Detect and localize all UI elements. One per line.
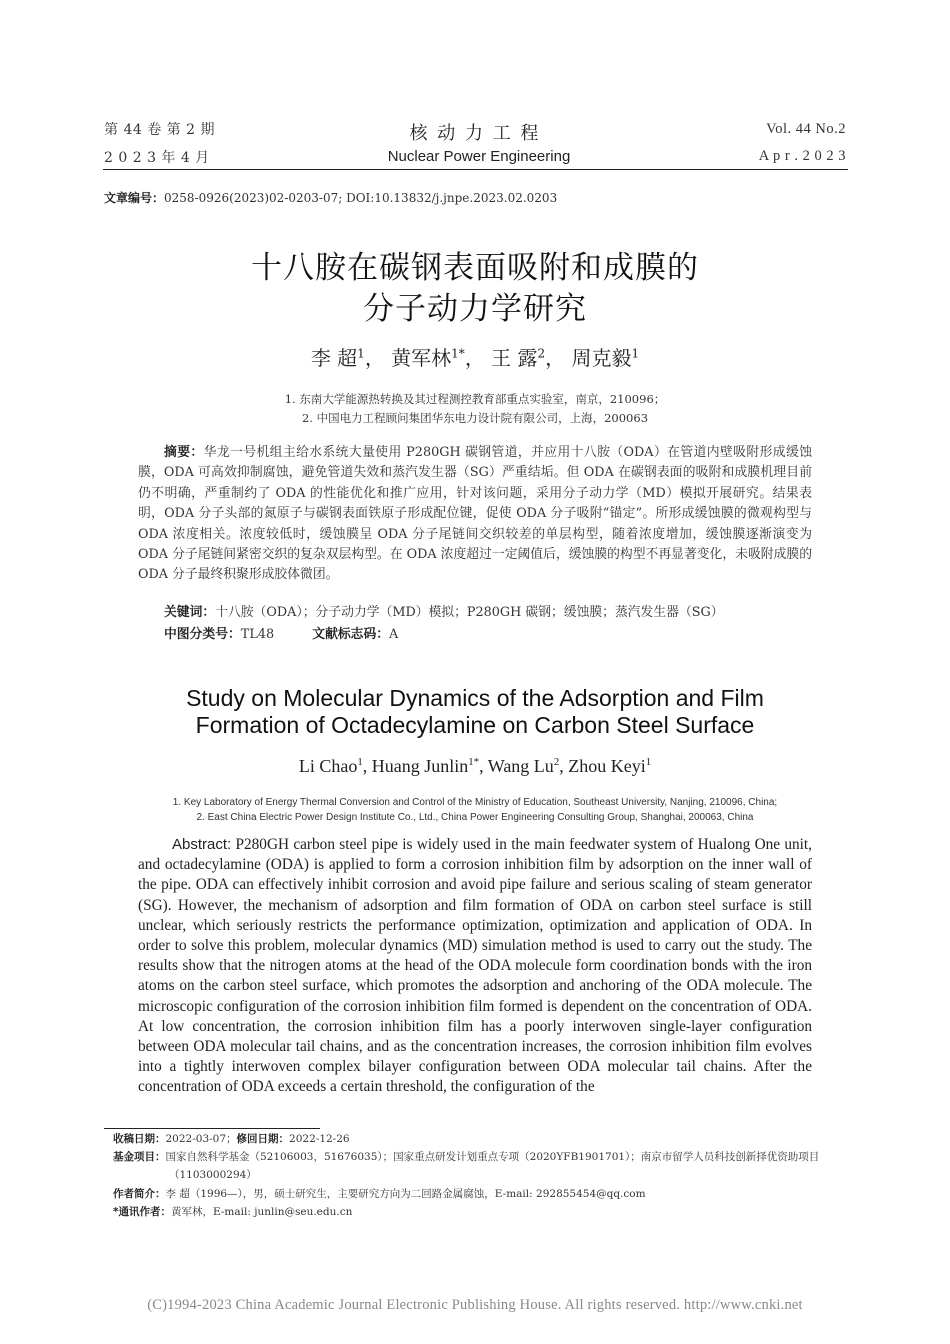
author-en-name: Wang Lu xyxy=(487,756,554,776)
author-cn-name: 周克毅 xyxy=(571,346,632,370)
affiliation-cn: 2. 中国电力工程顾问集团华东电力设计院有限公司，上海，200063 xyxy=(301,411,649,425)
received-value: 2022-03-07； xyxy=(165,1133,237,1145)
fund-label: 基金项目： xyxy=(113,1151,166,1163)
keywords-cn-label: 关键词： xyxy=(164,605,216,620)
author-cn-sup: 1 xyxy=(631,346,640,361)
classification xyxy=(138,625,812,645)
affiliation-cn: 1. 东南大学能源热转换及其过程测控教育部重点实验室，南京，210096； xyxy=(284,392,666,406)
abstract-en-text: P280GH carbon steel pipe is widely used in the main feedwater system of Hualong One unit, and octadecylamine (ODA) is applied to form a corrosion inhibition film by adsorption on the inner wall of the pipe. ODA can effectively inhibit corrosion and avoid pipe failure and serious scaling of steam generator (SG). However, the mechanism of adsorption and film formation of ODA on carbon steel surface is still unclear, which seriously restricts the performance optimization, optimization and application of ODA. In order to solve this problem, molecular dynamics (MD) simulation method is used to carry out the study. The results show that the nitrogen atoms at the head of the ODA molecule form coordination bonds with the iron atoms on the carbon steel surface, which promotes the adsorption and anchoring of the ODA molecule. The microscopic configuration of the corrosion inhibition film formed is dependent on the concentration of ODA. At low concentration, the corrosion inhibition film has a poorly interwoven single-layer configuration between ODA molecular tail chains, and as the concentration increases, the corrosion inhibition film evolves into a tightly interwoven complex bilayer configuration between ODA molecular tail chains. After the concentration of ODA exceeds a certain threshold, the configuration of the xyxy=(138,836,812,1096)
header-volume-cn: 第 44 卷 第 2 期 xyxy=(104,122,215,138)
author-cn-sep: ， xyxy=(545,346,566,370)
author-cn-name: 黄军林 xyxy=(391,346,452,370)
corresponding-value: 黄军林，E-mail: junlin@seu.edu.cn xyxy=(171,1206,353,1218)
abstract-cn-label: 摘要： xyxy=(164,445,204,460)
received-label: 收稿日期： xyxy=(113,1133,166,1145)
author-cn-sup: 2 xyxy=(537,346,546,361)
clc-value: TL48 xyxy=(240,627,275,642)
author-en-sup: 1 xyxy=(645,756,652,768)
author-en-sep: , xyxy=(362,756,372,776)
doc-code-value: A xyxy=(389,627,399,642)
affiliation-en: 1. Key Laboratory of Energy Thermal Conversion and Control of the Ministry of Education, Southeast University, Nanjing, 210096, China; xyxy=(172,797,778,808)
title-en-line1: Study on Molecular Dynamics of the Adsorption and Film xyxy=(186,685,764,711)
author-en-sup: 1 xyxy=(357,756,363,768)
abstract-cn xyxy=(138,443,812,586)
title-en-line2: Formation of Octadecylamine on Carbon Steel Surface xyxy=(195,712,755,738)
corresponding-label: *通讯作者： xyxy=(113,1206,171,1218)
fund-value: 国家自然科学基金（52106003，51676035）；国家重点研发计划重点专项（2020YFB1901701）；南京市留学人员科技创新择优资助项目（1103000294） xyxy=(165,1151,820,1181)
header-rule xyxy=(103,169,848,170)
author-en-name: Huang Junlin xyxy=(371,756,469,776)
clc-label: 中图分类号： xyxy=(164,627,241,642)
abstract-cn-text: 华龙一号机组主给水系统大量使用 P280GH 碳钢管道，并应用十八胺（ODA）在管道内壁吸附形成缓蚀膜，ODA 可高效抑制腐蚀，避免管道失效和蒸汽发生器（SG）严重结垢。但 ODA 在碳钢表面的吸附和成膜机理目前仍不明确，严重制约了 ODA 的性能优化和推广应用，针对该问题，采用分子动力学（MD）模拟开展研究。结果表明，ODA 分子头部的氮原子与碳钢表面铁原子形成配位键，促使 ODA 分子吸附“锚定”。所形成缓蚀膜的微观构型与 ODA 浓度相关。浓度较低时，缓蚀膜呈 ODA 分子尾链间交织较差的单层构型，随着浓度增加，缓蚀膜逐渐演变为 ODA 分子尾链间紧密交织的复杂双层构型。在 ODA 浓度超过一定阈值后，缓蚀膜的构型不再显著变化，未吸附成膜的 ODA 分子最终积聚形成胶体微团。 xyxy=(138,445,813,583)
author-en-sep: , xyxy=(479,756,488,776)
header-date-en: A p r . 2 0 2 3 xyxy=(758,148,846,164)
header-journal-en: Nuclear Power Engineering xyxy=(387,148,571,165)
author-en-sup: 2 xyxy=(553,756,560,768)
author-bio-value: 李 超（1996—），男，硕士研究生，主要研究方向为二回路金属腐蚀，E-mail: 292855454@qq.com xyxy=(165,1188,646,1200)
author-cn-sup: 1* xyxy=(451,346,465,361)
article-id xyxy=(104,189,557,206)
doc-code-label: 文献标志码： xyxy=(312,627,390,642)
abstract-en xyxy=(138,835,812,1098)
author-bio-label: 作者简介： xyxy=(113,1188,166,1200)
header-volume-en: Vol. 44 No.2 xyxy=(766,121,846,137)
revised-label: 修回日期： xyxy=(236,1133,290,1145)
footnote-rule xyxy=(104,1128,320,1129)
footnote-corresponding xyxy=(113,1204,853,1222)
copyright-footer: (C)1994-2023 China Academic Journal Electronic Publishing House. All rights reserved. http://www.cnki.net xyxy=(147,1297,803,1313)
author-cn-name: 李 超 xyxy=(310,346,358,370)
revised-value: 2022-12-26 xyxy=(289,1133,350,1145)
author-cn-sep: ， xyxy=(364,346,385,370)
article-id-label: 文章编号： xyxy=(104,191,165,205)
article-id-value: 0258-0926(2023)02-0203-07; DOI:10.13832/j.jnpe.2023.02.0203 xyxy=(164,191,558,205)
author-en-name: Zhou Keyi xyxy=(568,756,646,776)
keywords-cn-text: 十八胺（ODA）；分子动力学（MD）模拟；P280GH 碳钢；缓蚀膜；蒸汽发生器（SG） xyxy=(215,605,724,620)
author-cn-sep: ， xyxy=(464,346,485,370)
author-en-name: Li Chao xyxy=(298,756,358,776)
author-cn-sup: 1 xyxy=(357,346,365,361)
authors-cn xyxy=(0,342,950,371)
footnote-fund xyxy=(113,1149,853,1184)
author-en-sup: 1* xyxy=(468,756,480,768)
title-cn-line1: 十八胺在碳钢表面吸附和成膜的 xyxy=(251,250,699,286)
abstract-en-label: Abstract: xyxy=(172,836,232,853)
footnote-dates xyxy=(113,1131,853,1149)
author-en-sep: , xyxy=(559,756,569,776)
keywords-cn xyxy=(138,603,812,623)
title-cn-line2: 分子动力学研究 xyxy=(363,291,587,327)
author-cn-name: 王 露 xyxy=(491,346,538,370)
footnote-author xyxy=(113,1186,853,1204)
authors-en xyxy=(0,756,950,777)
affiliation-en: 2. East China Electric Power Design Institute Co., Ltd., China Power Engineering Consulting Group, Shanghai, 200063, China xyxy=(196,812,754,823)
header-journal-cn: 核 动 力 工 程 xyxy=(409,123,541,144)
header-date-cn: 2 0 2 3 年 4 月 xyxy=(104,150,210,166)
